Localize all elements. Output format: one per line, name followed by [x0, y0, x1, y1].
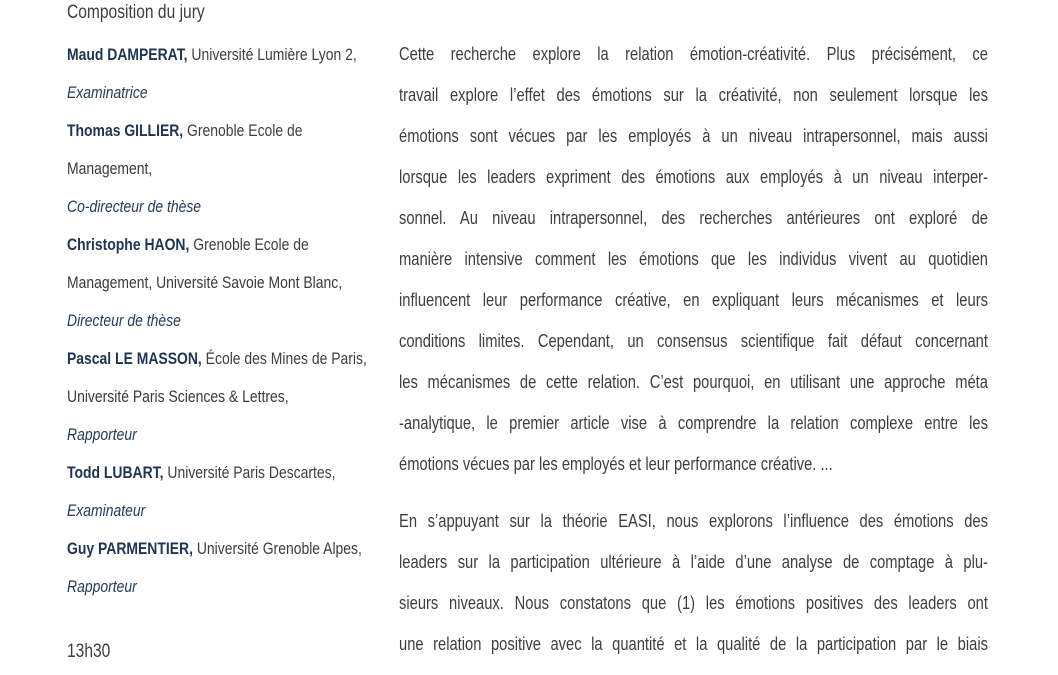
member-name: Thomas GILLIER, [67, 121, 184, 140]
abstract-line: Cette recherche explore la relation émotion-créativité. Plus précisément, ce [399, 44, 988, 64]
member-role: Examinatrice [67, 83, 148, 102]
member-role: Directeur de thèse [67, 311, 181, 330]
jury-member-3 [67, 235, 309, 255]
abstract-line: -analytique, le premier article vise à comprendre la relation complexe entre les [399, 413, 988, 433]
member-affiliation: Université Paris Descartes, [163, 463, 336, 482]
member-name: Pascal LE MASSON, [67, 349, 202, 368]
member-affiliation: Université Lumière Lyon 2, [187, 45, 357, 64]
abstract-line: sonnel. Au niveau intrapersonnel, des recherches antérieures ont exploré de [399, 208, 988, 228]
jury-member-5 [67, 463, 336, 483]
jury-title: Composition du jury [67, 2, 205, 23]
member-name: Christophe HAON, [67, 235, 190, 254]
member-affiliation-continued: Université Paris Sciences & Lettres, [67, 387, 289, 406]
abstract-line: émotions vécues par les employés et leur performance créative. ... [399, 454, 833, 474]
abstract-line: émotions sont vécues par les employés à un niveau intrapersonnel, mais aussi [399, 126, 988, 146]
abstract-line: travail explore l’effet des émotions sur la créativité, non seulement lorsque les [399, 85, 988, 105]
member-name: Guy PARMENTIER, [67, 539, 193, 558]
abstract-line: sieurs niveaux. Nous constatons que (1) les émotions positives des leaders ont [399, 593, 988, 613]
member-affiliation: Grenoble Ecole de [189, 235, 309, 254]
member-affiliation-continued: Management, [67, 159, 153, 178]
member-affiliation: École des Mines de Paris, [201, 349, 367, 368]
member-affiliation: Université Grenoble Alpes, [192, 539, 362, 558]
abstract-line: les mécanismes de cette relation. C’est pourquoi, en utilisant une approche méta [399, 372, 988, 392]
member-name: Todd LUBART, [67, 463, 164, 482]
member-role: Rapporteur [67, 577, 137, 596]
jury-member-2 [67, 121, 303, 141]
abstract-line: En s’appuyant sur la théorie EASI, nous explorons l’influence des émotions des [399, 511, 988, 531]
member-affiliation-continued: Management, Université Savoie Mont Blanc, [67, 273, 343, 292]
member-affiliation: Grenoble Ecole de [183, 121, 303, 140]
defense-time: 13h30 [67, 641, 111, 662]
jury-member-4 [67, 349, 367, 369]
abstract-line: conditions limites. Cependant, un consensus scientifique fait défaut concernant [399, 331, 988, 351]
member-role: Examinateur [67, 501, 146, 520]
abstract-line: une relation positive avec la quantité et la qualité de la participation par le biais [399, 634, 988, 654]
jury-member-1 [67, 45, 357, 65]
abstract-line: leaders sur la participation ultérieure à l’aide d’une analyse de comptage à plu- [399, 552, 988, 572]
jury-member-6 [67, 539, 362, 559]
member-role: Co-directeur de thèse [67, 197, 202, 216]
abstract-line: influencent leur performance créative, en expliquant leurs mécanismes et leurs [399, 290, 988, 310]
abstract-line: lorsque les leaders expriment des émotions aux employés à un niveau interper- [399, 167, 988, 187]
member-role: Rapporteur [67, 425, 137, 444]
member-name: Maud DAMPERAT, [67, 45, 188, 64]
abstract-line: manière intensive comment les émotions que les individus vivent au quotidien [399, 249, 988, 269]
